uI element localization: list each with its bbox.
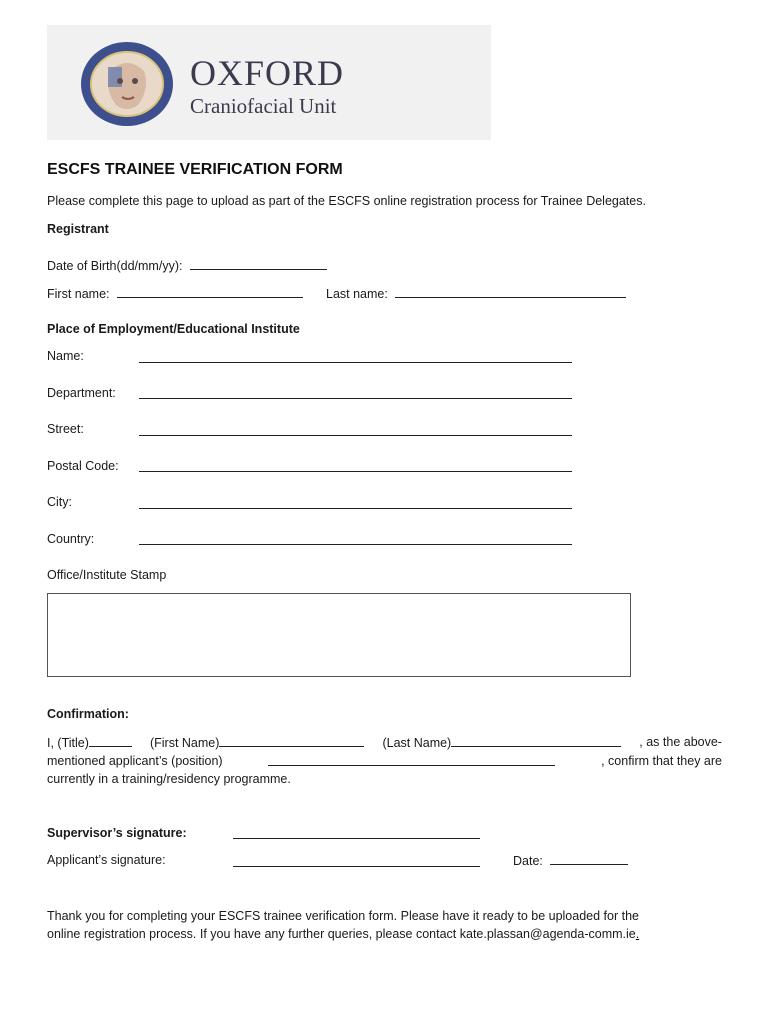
department-input[interactable]: [139, 398, 572, 399]
date-input[interactable]: [550, 852, 628, 865]
city-label: City:: [47, 495, 72, 509]
confirm-line-2: [47, 752, 722, 770]
position-input[interactable]: [268, 752, 555, 766]
confirm-first-part: [150, 733, 364, 752]
dob-label: Date of Birth(dd/mm/yy):: [47, 259, 183, 273]
postal-code-input[interactable]: [139, 471, 572, 472]
dob-row: [47, 257, 327, 274]
confirm-first-name-label: (First Name): [149, 736, 220, 750]
thanks-end: .: [635, 927, 640, 941]
confirmation-heading: Confirmation:: [47, 707, 129, 721]
stamp-label: Office/Institute Stamp: [47, 568, 167, 582]
logo-subtitle: Craniofacial Unit: [190, 94, 337, 118]
stamp-box[interactable]: [47, 593, 631, 677]
confirmation-paragraph: [47, 733, 722, 788]
confirm-last-part: [382, 733, 621, 752]
country-label: Country:: [47, 532, 95, 546]
employment-heading: Place of Employment/Educational Institute: [47, 322, 300, 336]
supervisor-signature-input[interactable]: [233, 838, 480, 839]
postal-code-label: Postal Code:: [47, 459, 119, 473]
last-name-row: [326, 285, 626, 302]
city-input[interactable]: [139, 508, 572, 509]
title-label: I, (Title): [47, 736, 89, 750]
street-label: Street:: [47, 422, 84, 436]
oxford-logo: [47, 25, 491, 140]
applicant-signature-label: Applicant’s signature:: [47, 853, 166, 867]
name-label: Name:: [47, 349, 84, 363]
department-label: Department:: [47, 386, 116, 400]
confirm-first-name-input[interactable]: [219, 733, 364, 747]
dob-input[interactable]: [190, 257, 327, 270]
date-label: Date:: [513, 854, 543, 868]
thanks-line-2-text: online registration process. If you have any further queries, please contact: [47, 927, 457, 941]
first-name-input[interactable]: [117, 285, 303, 298]
logo-wordmark: OXFORD: [190, 53, 345, 93]
name-input[interactable]: [139, 362, 572, 363]
confirm-above: , as the above-: [639, 735, 722, 749]
confirm-line-3: currently in a training/residency programme.: [47, 772, 291, 786]
title-input[interactable]: [89, 733, 132, 747]
date-row: [513, 852, 628, 869]
intro-text: Please complete this page to upload as part of the ESCFS online registration process for Trainee Delegates.: [47, 194, 646, 208]
thank-you-paragraph: [47, 907, 724, 943]
country-input[interactable]: [139, 544, 572, 545]
craniofacial-seal-icon: [80, 41, 174, 127]
form-title: ESCFS TRAINEE VERIFICATION FORM: [47, 161, 343, 178]
contact-email-link[interactable]: kate.plassan@agenda-comm.ie: [459, 927, 636, 941]
confirm-line-1: [47, 733, 722, 752]
confirm-last-name-label: (Last Name): [382, 736, 452, 750]
thanks-line-2: [47, 925, 724, 943]
street-input[interactable]: [139, 435, 572, 436]
confirm-title-part: [47, 733, 132, 752]
applicant-signature-input[interactable]: [233, 866, 480, 867]
registrant-heading: Registrant: [47, 222, 109, 236]
first-name-label: First name:: [47, 287, 110, 301]
confirm-that: , confirm that they are: [601, 754, 722, 768]
last-name-label: Last name:: [326, 287, 388, 301]
confirm-mentioned: mentioned applicant’s (position): [47, 754, 223, 768]
confirm-last-name-input[interactable]: [451, 733, 621, 747]
last-name-input[interactable]: [395, 285, 626, 298]
supervisor-signature-label: Supervisor’s signature:: [47, 826, 187, 840]
first-name-row: [47, 285, 303, 302]
thanks-line-1: Thank you for completing your ESCFS trainee verification form. Please have it ready to be uploaded for the: [47, 909, 639, 923]
